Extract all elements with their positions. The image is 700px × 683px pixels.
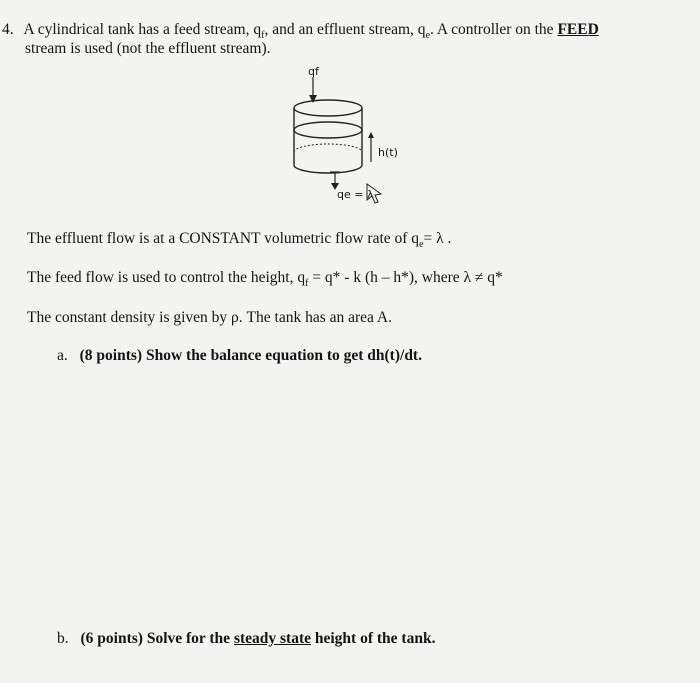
part-b-tail: height of the tank. bbox=[311, 630, 436, 647]
part-b-label: b. bbox=[57, 630, 69, 647]
statement-1-subscript: e bbox=[419, 239, 424, 251]
part-a-text: Show the balance equation to get dh(t)/dt. bbox=[142, 347, 422, 364]
statement-2-subscript: f bbox=[305, 278, 309, 290]
question-text-line2: stream is used (not the effluent stream). bbox=[25, 40, 271, 57]
tank-bottom-back bbox=[294, 144, 362, 152]
question-text-a: A cylindrical tank has a feed stream, q bbox=[23, 21, 262, 38]
statement-3 bbox=[27, 309, 392, 327]
part-a-points: (8 points) bbox=[79, 347, 143, 364]
statement-2-text: The feed flow is used to control the height, q bbox=[27, 269, 306, 286]
effluent-label: qe = λ bbox=[337, 188, 374, 201]
feed-emphasis: FEED bbox=[557, 21, 599, 38]
question-line-1 bbox=[2, 21, 599, 41]
statement-3-text: The constant density is given by ρ. The tank has an area A. bbox=[27, 309, 392, 326]
effluent-subscript: e bbox=[425, 30, 431, 42]
question-line-2 bbox=[25, 40, 271, 58]
statement-2 bbox=[27, 269, 503, 289]
steady-state-emphasis: steady state bbox=[233, 630, 311, 647]
part-b-text: Solve for the bbox=[142, 630, 234, 647]
tank-top bbox=[294, 100, 362, 116]
question-number: 4. bbox=[2, 21, 14, 38]
statement-1-tail: = λ . bbox=[423, 230, 452, 247]
height-arrowhead bbox=[368, 132, 374, 138]
question-text-b: , and an effluent stream, q bbox=[264, 21, 426, 38]
statement-1 bbox=[27, 230, 451, 250]
part-b bbox=[57, 630, 435, 648]
height-label: h(t) bbox=[378, 146, 398, 159]
part-a-label: a. bbox=[57, 347, 68, 364]
feed-label: qf bbox=[308, 65, 319, 78]
part-a bbox=[57, 347, 422, 365]
liquid-surface bbox=[294, 122, 362, 138]
tank-bottom bbox=[294, 165, 362, 173]
statement-1-text: The effluent flow is at a CONSTANT volumetric flow rate of q bbox=[27, 230, 420, 247]
question-text-c: . A controller on the bbox=[430, 21, 558, 38]
statement-2-tail: = q* - k (h – h*), where λ ≠ q* bbox=[308, 269, 503, 286]
feed-subscript: f bbox=[261, 30, 265, 42]
part-b-points: (6 points) bbox=[80, 630, 143, 647]
